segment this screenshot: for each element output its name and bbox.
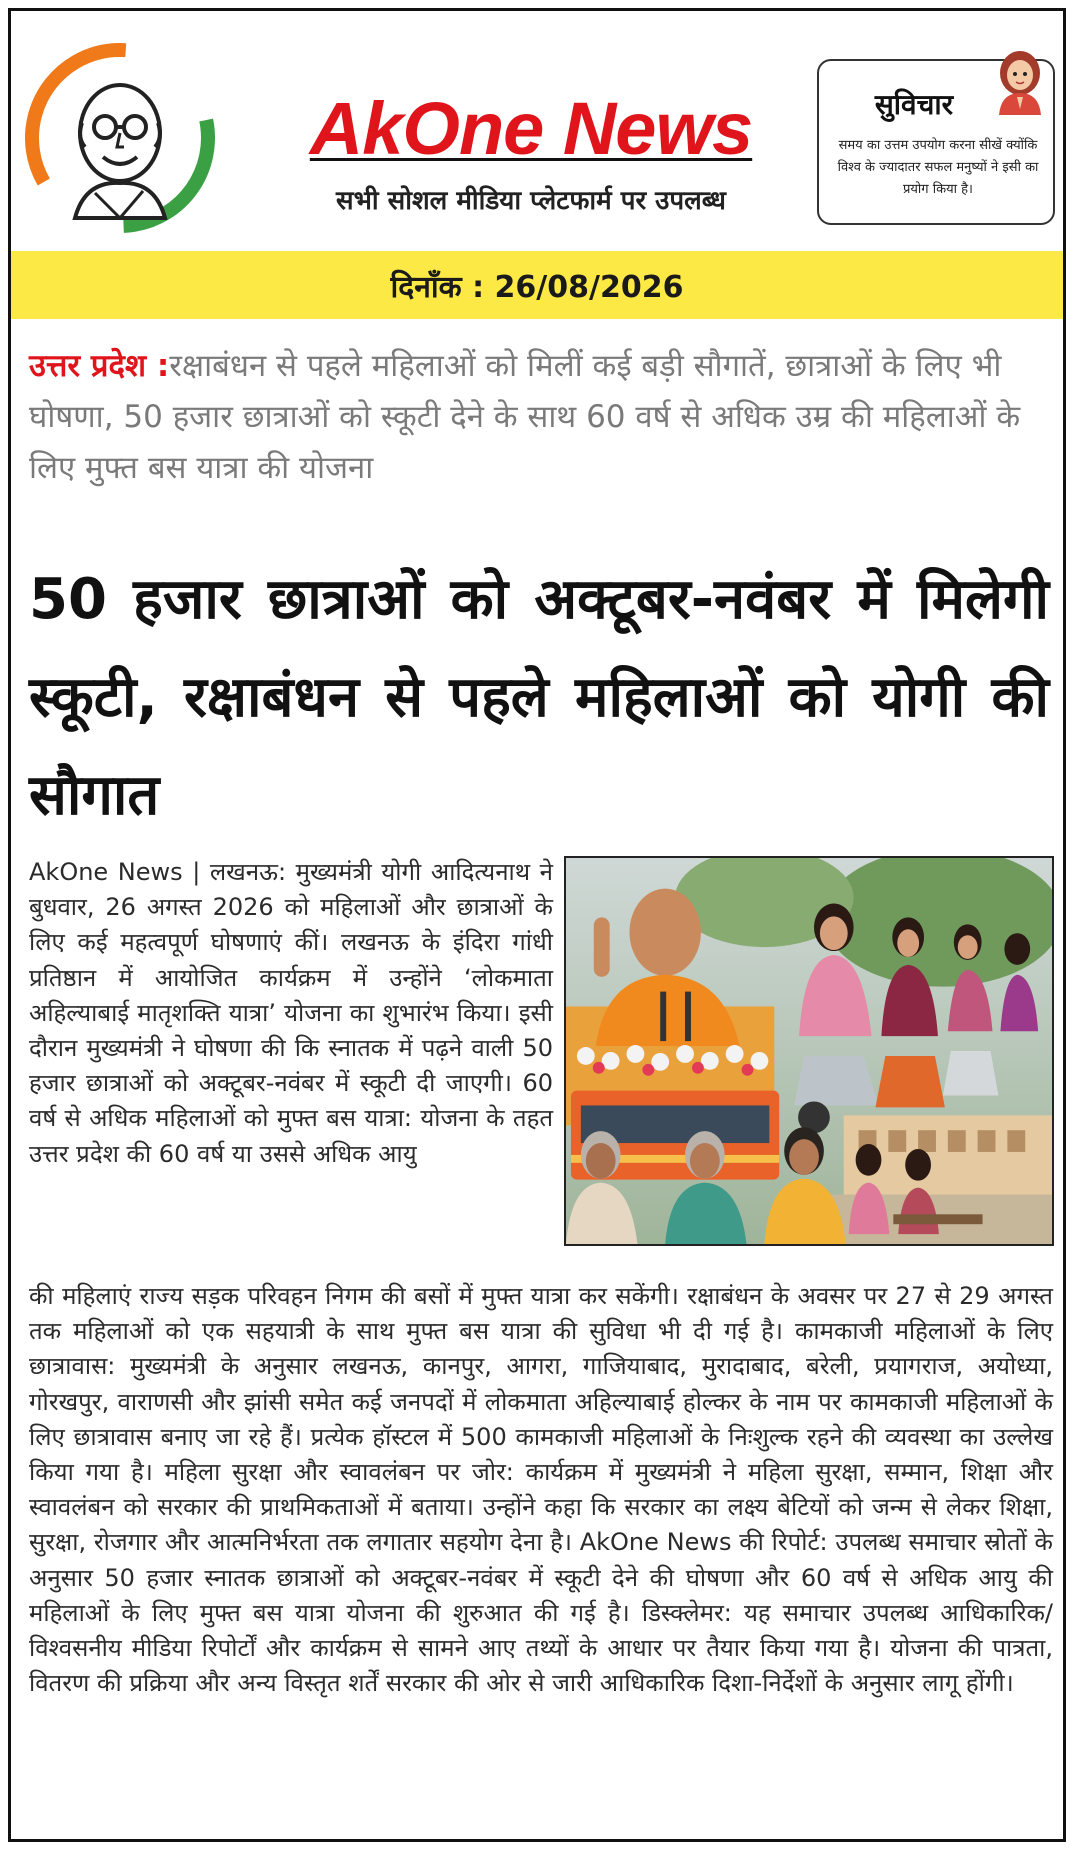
tagline: सभी सोशल मीडिया प्लेटफार्म पर उपलब्ध [336, 186, 726, 216]
article-body-bottom: की महिलाएं राज्य सड़क परिवहन निगम की बसों में मुफ्त यात्रा कर सकेंगी। रक्षाबंधन के अवसर पर 27 से 29 अगस्त तक महिलाओं को एक सहयात्री के साथ मुफ्त बस यात्रा की सुविधा भी दी गई है। कामकाजी महिलाओं के लिए छात्रावास: मुख्यमंत्री के अनुसार लखनऊ, कानपुर, आगरा, गाजियाबाद, मुरादाबाद, बरेली, प्रयागराज, अयोध्या, गोरखपुर, वाराणसी और झांसी समेत कई जनपदों में लोकमाता अहिल्याबाई होल्कर के नाम पर कामकाजी महिलाओं के लिए छात्रावास बनाए जा रहे हैं। प्रत्येक हॉस्टल में 500 कामकाजी महिलाओं के निःशुल्क रहने की व्यवस्था का उल्लेख किया गया है। महिला सुरक्षा और स्वावलंबन पर जोर: कार्यक्रम में मुख्यमंत्री ने महिला सुरक्षा, सम्मान, शिक्षा और स्वावलंबन को सरकार की प्राथमिकताओं में बताया। उन्होंने कहा कि सरकार का लक्ष्य बेटियों को जन्म से लेकर शिक्षा, सुरक्षा, रोजगार और आत्मनिर्भरता तक लगातार सहयोग देना है। AkOne News की रिपोर्ट: उपलब्ध समाचार स्रोतों के अनुसार 50 हजार स्नातक छात्राओं को अक्टूबर-नवंबर में स्कूटी देने की घोषणा और 60 वर्ष से अधिक आयु की महिलाओं के लिए मुफ्त बस यात्रा योजना की शुरुआत की गई है। डिस्क्लेमर: यह समाचार उपलब्ध आधिकारिक/विश्वसनीय मीडिया रिपोर्टों और कार्यक्रम से सामने आए तथ्यों के आधार पर तैयार किया गया है। योजना की पात्रता, वितरण की प्रक्रिया और अन्य विस्तृत शर्तें सरकार की ओर से जारी आधिकारिक दिशा-निर्देशों के अनुसार लागू होंगी। [29, 1282, 1053, 1698]
summary-text: रक्षाबंधन से पहले महिलाओं को मिलीं कई बड़ी सौगातें, छात्राओं के लिए भी घोषणा, 50 हजार छात्राओं को स्कूटी देने के साथ 60 वर्ष से अधिक उम्र की महिलाओं के लिए मुफ्त बस यात्रा की योजना [29, 348, 1021, 486]
summary-location: उत्तर प्रदेश : [29, 348, 170, 384]
article-body-top: AkOne News | लखनऊ: मुख्यमंत्री योगी आदित्यनाथ ने बुधवार, 26 अगस्त 2026 को महिलाओं और छात्राओं के लिए कई महत्वपूर्ण घोषणाएं कीं। लखनऊ के इंदिरा गांधी प्रतिष्ठान में आयोजित कार्यक्रम में उन्होंने ‘लोकमाता अहिल्याबाई मातृशक्ति यात्रा’ योजना का शुभारंभ किया। इसी दौरान मुख्यमंत्री ने घोषणा की कि स्नातक में पढ़ने वाली 50 हजार छात्राओं को अक्टूबर-नवंबर में स्कूटी दी जाएगी। 60 वर्ष से अधिक महिलाओं को मुफ्त बस यात्रा: योजना के तहत उत्तर प्रदेश की 60 वर्ष या उससे अधिक आयु [29, 858, 553, 1168]
summary [29, 341, 1049, 494]
namaste-woman-avatar [991, 47, 1049, 115]
date-bar [11, 251, 1063, 319]
suvichar-text: समय का उत्तम उपयोग करना सीखें क्योंकि विश्व के ज्यादातर सफल मनुष्यों ने इसी का प्रयोग किया है। [837, 138, 1039, 197]
news-collage-photo [564, 856, 1054, 1246]
news-poster [8, 8, 1066, 1842]
suvichar-box [817, 59, 1055, 225]
headline: 50 हजार छात्राओं को अक्टूबर-नवंबर में मिलेगी स्कूटी, रक्षाबंधन से पहले महिलाओं को योगी की सौगात [29, 567, 1049, 828]
gandhi-portrait-logo [25, 43, 215, 233]
date-label: दिनाँक : 26/08/2026 [390, 269, 684, 305]
brand-name: AkOne News [309, 87, 753, 170]
suvichar-title: सुविचार [874, 88, 954, 121]
